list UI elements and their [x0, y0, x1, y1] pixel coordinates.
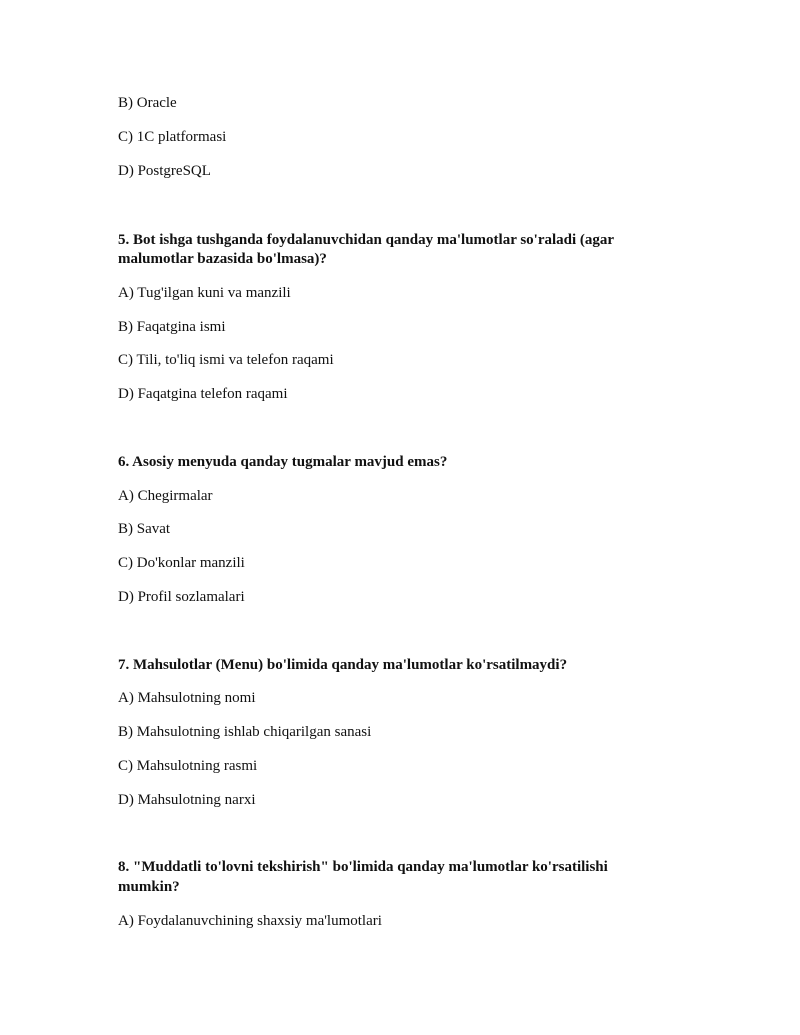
option-line: A) Foydalanuvchining shaxsiy ma'lumotlari — [118, 913, 382, 929]
option-line: A) Chegirmalar — [118, 488, 213, 504]
option-line: D) Profil sozlamalari — [118, 589, 245, 605]
option-line: A) Tug'ilgan kuni va manzili — [118, 285, 291, 301]
option-line: B) Mahsulotning ishlab chiqarilgan sanasi — [118, 724, 372, 740]
question-title: malumotlar bazasida bo'lmasa)? — [118, 251, 327, 267]
option-line: A) Mahsulotning nomi — [118, 690, 256, 706]
option-line: C) Mahsulotning rasmi — [118, 758, 258, 774]
option-line: B) Oracle — [118, 95, 177, 111]
option-line: C) Do'konlar manzili — [118, 555, 245, 571]
option-line: D) Faqatgina telefon raqami — [118, 386, 288, 402]
option-line: C) 1C platformasi — [118, 129, 227, 145]
question-title: 7. Mahsulotlar (Menu) bo'limida qanday ma'lumotlar ko'rsatilmaydi? — [118, 657, 568, 673]
option-line: B) Faqatgina ismi — [118, 319, 226, 335]
question-title: mumkin? — [118, 879, 180, 895]
question-title: 5. Bot ishga tushganda foydalanuvchidan qanday ma'lumotlar so'raladi (agar — [118, 232, 615, 248]
question-title: 6. Asosiy menyuda qanday tugmalar mavjud emas? — [118, 454, 448, 470]
option-line: D) PostgreSQL — [118, 163, 211, 179]
question-title: 8. "Muddatli to'lovni tekshirish" bo'limida qanday ma'lumotlar ko'rsatilishi — [118, 859, 608, 875]
option-line: C) Tili, to'liq ismi va telefon raqami — [118, 352, 334, 368]
option-line: D) Mahsulotning narxi — [118, 792, 256, 808]
option-line: B) Savat — [118, 521, 171, 537]
